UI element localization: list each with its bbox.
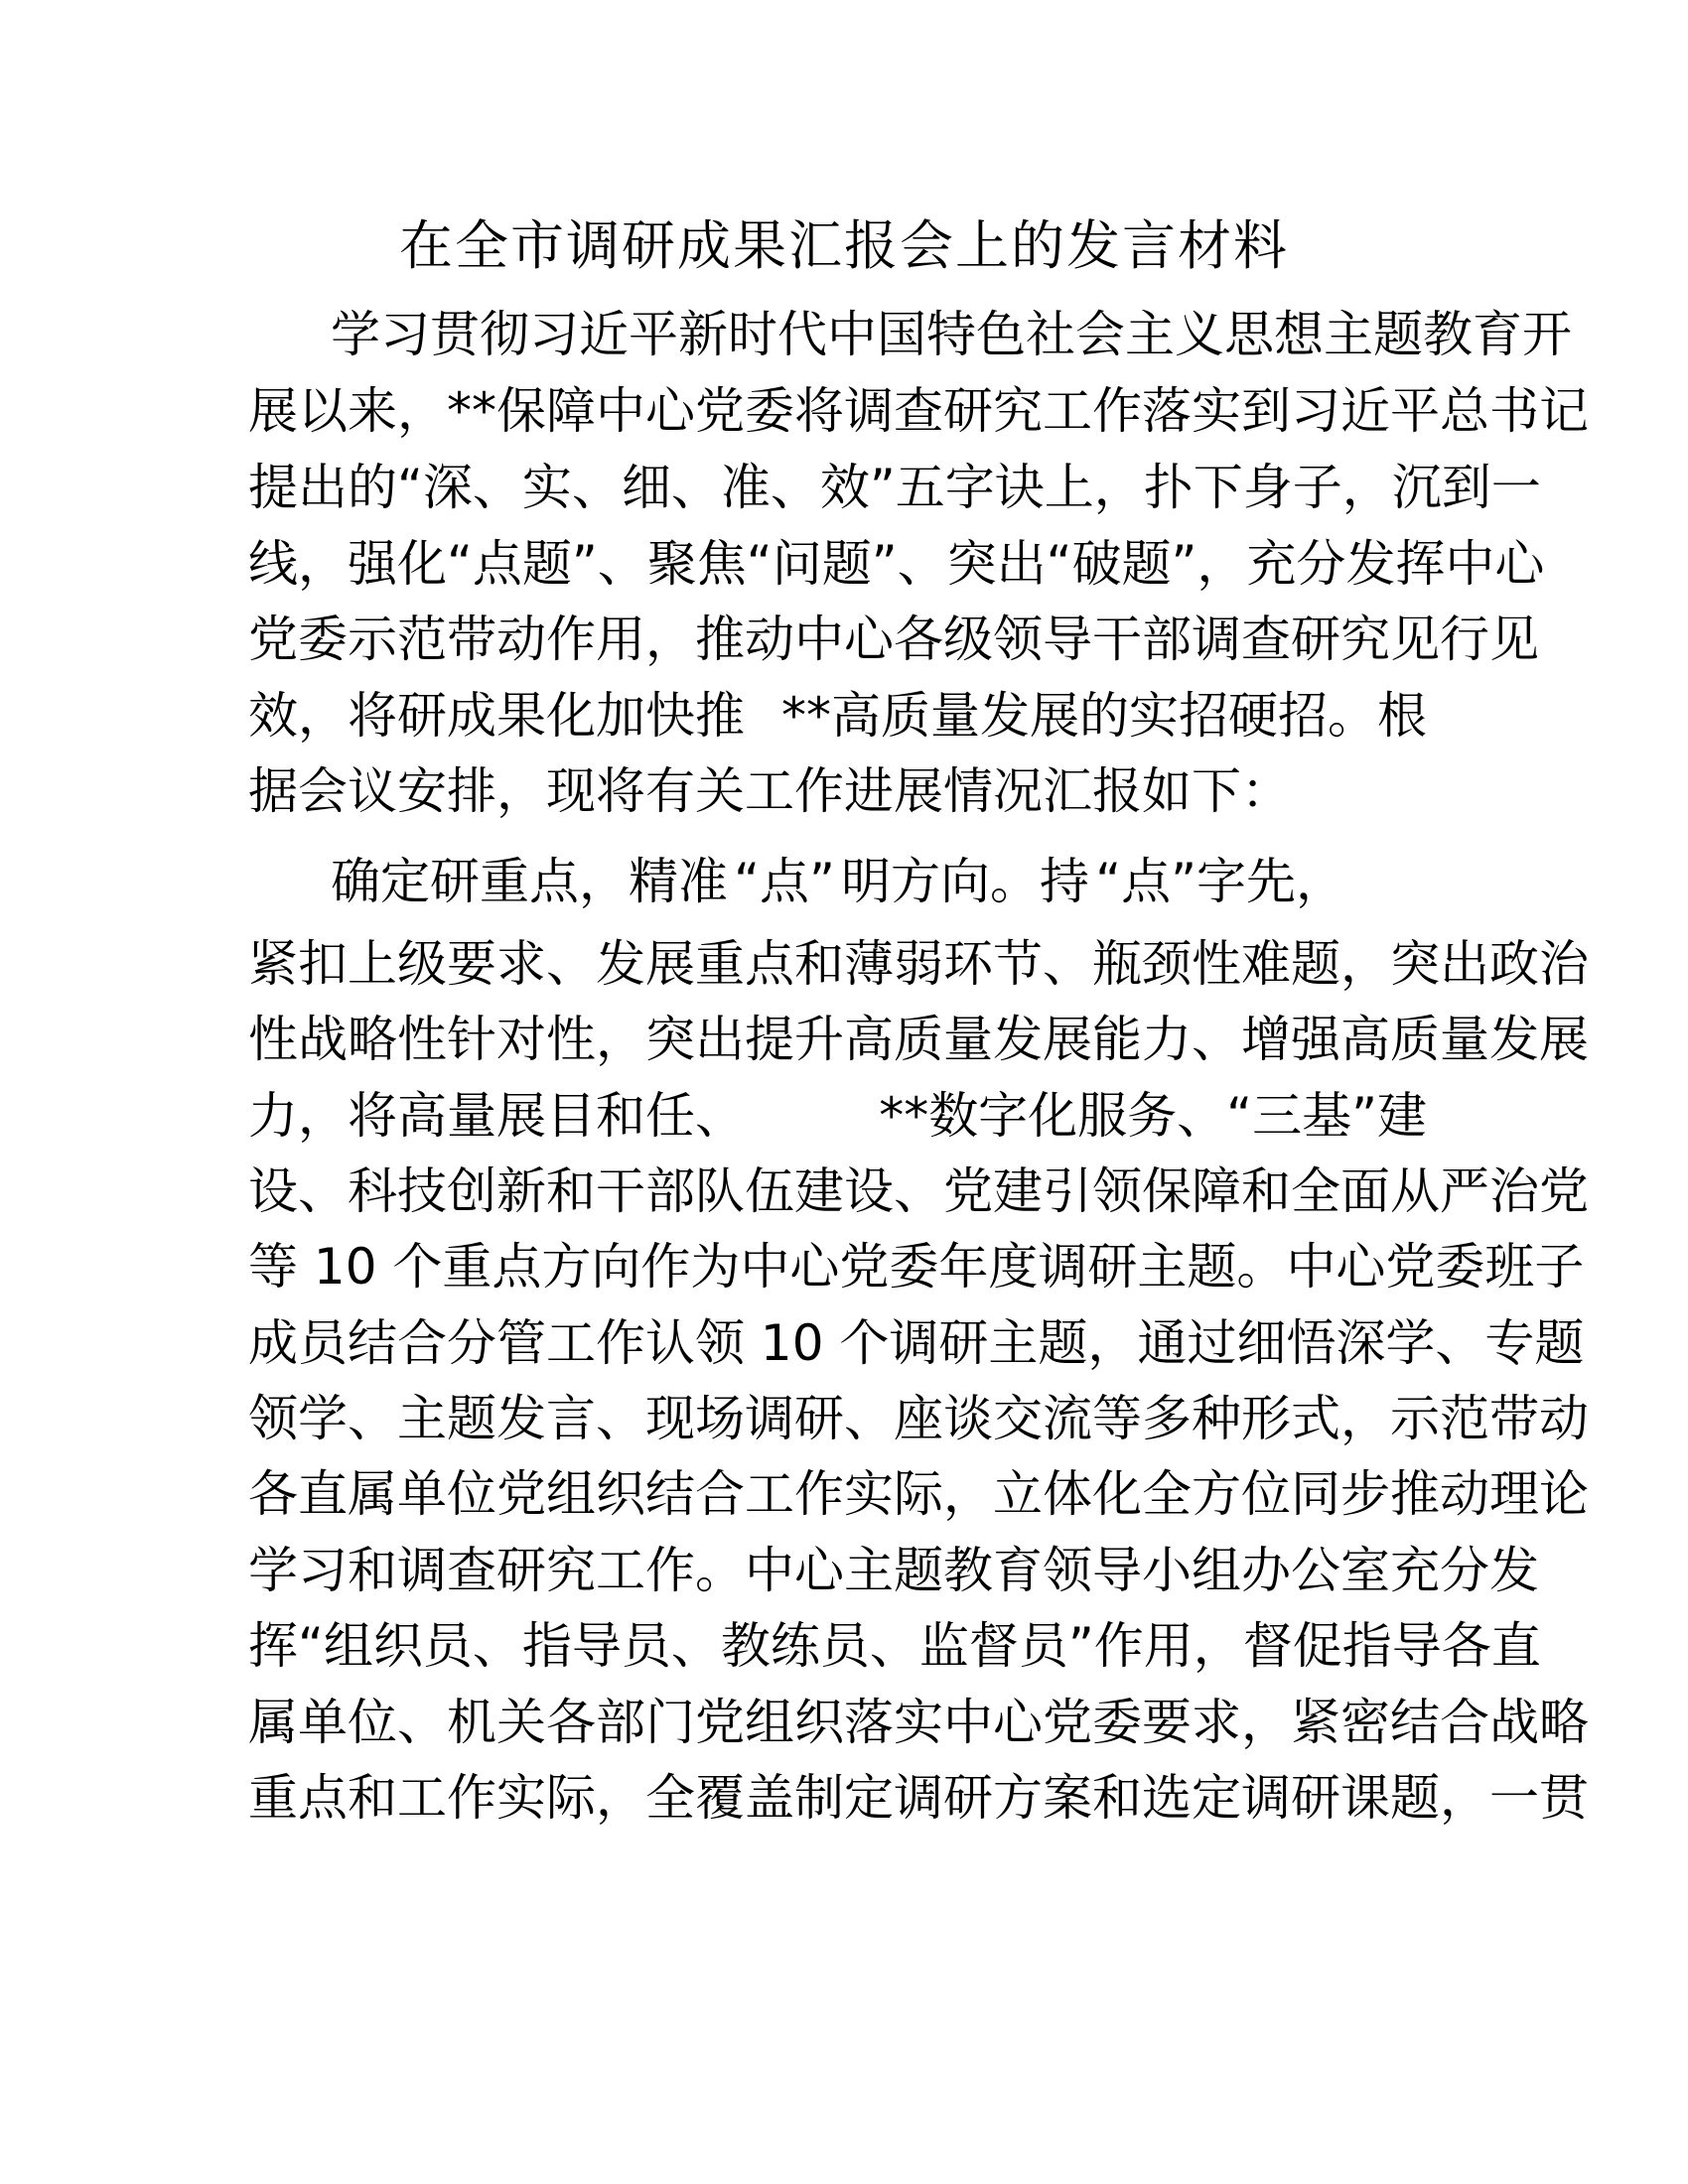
text-segment: 提出的“深、实、细、准、效”五字诀上，扑下身子，沉到一 [248, 459, 1541, 516]
text-segment: 展以来，**保障中心党委将调查研究工作落实到习近平总书记 [248, 382, 1589, 440]
paragraph-line [331, 303, 1572, 366]
text-segment: 挥“组织员、指导员、教练员、监督员”作用，督促指导各直 [248, 1617, 1541, 1675]
paragraph-line [248, 1160, 1589, 1223]
paragraph-line [248, 1462, 1589, 1526]
text-segment: 各直属单位党组织结合工作实际，立体化全方位同步推动理论 [248, 1465, 1589, 1523]
text-segment: 属单位、机关各部门党组织落实中心党委要求，紧密结合战略 [248, 1694, 1589, 1751]
paragraph-line [248, 759, 1291, 823]
paragraph-line [248, 608, 1539, 671]
text-segment: **高质量发展的实招硬招。根 [781, 687, 1427, 745]
text-segment: 紧扣上级要求、发展重点和薄弱环节、瓶颈性难题，突出政治 [248, 935, 1589, 993]
text-segment: 成员结合分管工作认领 10 个调研主题，通过细悟深学、专题 [248, 1314, 1585, 1372]
text-segment: 效，将研成果化加快推 [248, 687, 745, 745]
paragraph-line [248, 1766, 1589, 1830]
paragraph-line [248, 1311, 1585, 1375]
text-segment: 性战略性针对性，突出提升高质量发展能力、增强高质量发展 [248, 1011, 1589, 1068]
paragraph-line [248, 1614, 1541, 1678]
paragraph-line [248, 932, 1589, 996]
paragraph-line [248, 1539, 1539, 1602]
text-segment: **数字化服务、“三基”建 [879, 1087, 1427, 1145]
text-segment: 等 10 个重点方向作为中心党委年度调研主题。中心党委班子 [248, 1238, 1585, 1296]
paragraph-line [248, 684, 1427, 748]
paragraph-line [248, 379, 1589, 443]
text-segment: 党委示范带动作用，推动中心各级领导干部调查研究见行见 [248, 611, 1539, 668]
text-segment: 确定研重点，精准 [331, 853, 728, 910]
text-segment: 明方向。持 [841, 853, 1090, 910]
paragraph-line [248, 532, 1545, 596]
text-segment: “点” [734, 853, 835, 910]
text-segment: 设、科技创新和干部队伍建设、党建引领保障和全面从严治党 [248, 1162, 1589, 1220]
text-segment: 领学、主题发言、现场调研、座谈交流等多种形式，示范带动 [248, 1390, 1589, 1447]
text-segment: 学习贯彻习近平新时代中国特色社会主义思想主题教育开 [331, 306, 1572, 363]
paragraph-line [248, 1235, 1585, 1298]
paragraph-line [248, 1008, 1589, 1071]
text-segment: 线，强化“点题”、聚焦“问题”、突出“破题”，充分发挥中心 [248, 535, 1545, 593]
paragraph-line [331, 850, 1345, 913]
paragraph-line [248, 456, 1541, 519]
document-title: 在全市调研成果汇报会上的发言材料 [399, 214, 1289, 277]
text-segment: 据会议安排，现将有关工作进展情况汇报如下： [248, 762, 1291, 820]
text-segment: 力，将高量展目和任、 [248, 1087, 745, 1145]
paragraph-line [248, 1387, 1589, 1450]
paragraph-line [248, 1691, 1589, 1754]
text-segment: “点”字先， [1095, 853, 1345, 910]
paragraph-line [248, 1084, 1427, 1148]
text-segment: 重点和工作实际，全覆盖制定调研方案和选定调研课题，一贯 [248, 1769, 1589, 1827]
text-segment: 学习和调查研究工作。中心主题教育领导小组办公室充分发 [248, 1542, 1539, 1599]
